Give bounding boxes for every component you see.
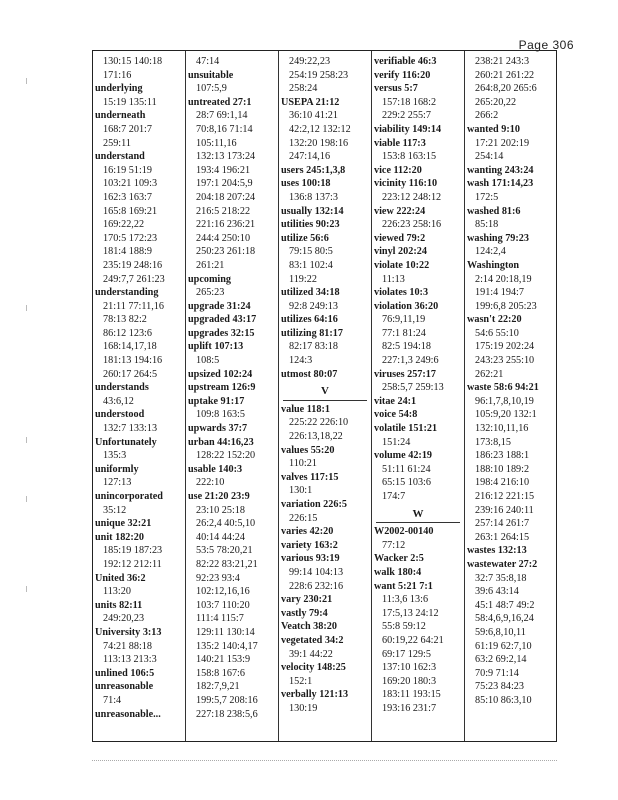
index-reference: 82:17 83:18: [289, 341, 338, 353]
index-reference: 135:2 140:4,17: [196, 640, 258, 652]
index-term: University 3:13: [95, 626, 162, 638]
index-reference: 216:5 218:22: [196, 205, 251, 217]
index-reference: 45:1 48:7 49:2: [475, 599, 535, 611]
index-reference: 35:12: [103, 504, 127, 516]
index-reference: 85:18: [475, 219, 499, 231]
index-column-3: [279, 55, 371, 737]
index-reference: 204:18 207:24: [196, 191, 256, 203]
index-reference: 260:17 264:5: [103, 368, 158, 380]
index-reference: 249:7,7 261:23: [103, 273, 165, 285]
index-reference: 265:20,22: [475, 96, 517, 108]
index-reference: 76:9,11,19: [382, 314, 426, 326]
index-reference: 185:19 187:23: [103, 545, 163, 557]
index-term: vary 230:21: [281, 594, 333, 606]
index-reference: 258:24: [289, 83, 318, 95]
index-term: underlying: [95, 83, 143, 95]
index-reference: 75:23 84:23: [475, 681, 524, 693]
index-reference: 36:10 41:21: [289, 110, 338, 122]
index-reference: 226:13,18,22: [289, 431, 343, 443]
index-reference: 157:18 168:2: [382, 96, 437, 108]
index-reference: 258:5,7 259:13: [382, 382, 444, 394]
index-reference: 239:16 240:11: [475, 504, 534, 516]
index-reference: 39:1 44:22: [289, 648, 333, 660]
index-term: variation 226:5: [281, 499, 347, 510]
index-reference: 264:8,20 265:6: [475, 83, 537, 95]
index-column-5: [465, 55, 557, 737]
index-term: upsized 102:24: [188, 368, 253, 380]
index-reference: 175:19 202:24: [475, 341, 535, 353]
index-reference: 92:23 93:4: [196, 572, 240, 584]
index-reference: 124:3: [289, 355, 313, 367]
index-reference: 130:19: [289, 702, 318, 714]
index-term: wash 171:14,23: [467, 178, 534, 190]
index-reference: 235:19 248:16: [103, 259, 163, 271]
index-reference: 127:13: [103, 477, 132, 489]
index-reference: 238:21 243:3: [475, 56, 530, 67]
index-term: units 82:11: [95, 599, 143, 611]
index-term: uniformly: [95, 463, 139, 475]
index-reference: 265:23: [196, 287, 225, 299]
index-term: uplift 107:13: [188, 341, 244, 353]
index-reference: 260:21 261:22: [475, 69, 535, 81]
index-reference: 263:1 264:15: [475, 531, 530, 543]
index-reference: 119:22: [289, 273, 317, 285]
index-reference: 92:8 249:13: [289, 300, 338, 312]
index-reference: 21:11 77:11,16: [103, 300, 164, 312]
index-term: vitae 24:1: [374, 395, 417, 407]
index-term: verify 116:20: [374, 69, 431, 81]
index-term: volume 42:19: [374, 450, 433, 462]
bottom-rule: [92, 760, 557, 761]
index-reference: 77:12: [382, 539, 406, 551]
index-term: vegetated 34:2: [281, 634, 344, 646]
index-term: washing 79:23: [467, 232, 529, 244]
index-term: utmost 80:07: [281, 368, 338, 380]
index-reference: 158:8 167:6: [196, 667, 245, 679]
index-reference: 261:21: [196, 259, 225, 271]
index-reference: 199:6,8 205:23: [475, 300, 537, 312]
index-term: upgraded 43:17: [188, 314, 257, 326]
index-term: wanted 9:10: [467, 123, 520, 135]
index-term: wanting 243:24: [467, 164, 534, 176]
index-reference: 65:15 103:6: [382, 477, 431, 489]
index-reference: 26:2,4 40:5,10: [196, 518, 256, 530]
index-term: understands: [95, 382, 149, 394]
index-reference: 174:7: [382, 491, 406, 502]
index-term: want 5:21 7:1: [374, 580, 433, 592]
section-letter: W: [376, 508, 460, 524]
index-reference: 132:13 173:24: [196, 151, 256, 163]
index-reference: 113:13 213:3: [103, 654, 157, 666]
index-reference: 181:13 194:16: [103, 355, 163, 367]
index-term: understand: [95, 151, 145, 163]
index-reference: 99:14 104:13: [289, 566, 344, 578]
index-term: unreasonable...: [95, 708, 161, 720]
index-column-4: [372, 55, 464, 737]
index-term: unsuitable: [188, 69, 234, 81]
index-reference: 70:8,16 71:14: [196, 123, 253, 135]
index-reference: 32:7 35:8,18: [475, 572, 527, 584]
index-term: Unfortunately: [95, 436, 157, 448]
index-term: waste 58:6 94:21: [467, 382, 539, 394]
index-term: W2002-00140: [374, 526, 434, 538]
index-reference: 249:20,23: [103, 613, 145, 625]
index-reference: 2:14 20:18,19: [475, 273, 532, 285]
index-term: violation 36:20: [374, 300, 439, 312]
index-reference: 51:11 61:24: [382, 463, 431, 475]
index-term: versus 5:7: [374, 83, 418, 95]
index-reference: 181:4 188:9: [103, 246, 152, 258]
index-term: wastes 132:13: [467, 545, 527, 557]
index-term: voice 54:8: [374, 409, 418, 421]
index-term: upstream 126:9: [188, 382, 256, 394]
index-reference: 262:21: [475, 368, 504, 380]
index-reference: 74:21 88:18: [103, 640, 152, 652]
index-reference: 58:4,6,9,16,24: [475, 613, 534, 625]
index-reference: 55:8 59:12: [382, 621, 426, 633]
index-term: understood: [95, 409, 145, 421]
index-reference: 47:14: [196, 56, 220, 67]
index-term: USEPA 21:12: [281, 96, 340, 108]
index-term: Washington: [467, 259, 520, 271]
index-reference: 82:5 194:18: [382, 341, 431, 353]
index-reference: 223:12 248:12: [382, 191, 442, 203]
index-term: volatile 151:21: [374, 423, 438, 435]
index-reference: 197:1 204:5,9: [196, 178, 253, 190]
index-term: unincorporated: [95, 491, 163, 502]
index-term: various 93:19: [281, 553, 340, 565]
index-reference: 244:4 250:10: [196, 232, 251, 244]
index-reference: 228:6 232:16: [289, 580, 344, 592]
page-number: Page 306: [518, 38, 574, 52]
index-term: Wacker 2:5: [374, 553, 424, 565]
index-reference: 168:14,17,18: [103, 341, 157, 353]
index-term: viruses 257:17: [374, 368, 436, 380]
index-reference: 110:21: [289, 458, 317, 470]
index-reference: 254:14: [475, 151, 504, 163]
index-term: violates 10:3: [374, 287, 429, 299]
index-term: usable 140:3: [188, 463, 243, 475]
index-reference: 172:5: [475, 191, 499, 203]
index-frame: [92, 50, 557, 742]
index-term: vastly 79:4: [281, 607, 328, 619]
index-reference: 105:9,20 132:1: [475, 409, 537, 421]
index-reference: 169:22,22: [103, 219, 145, 231]
index-reference: 199:5,7 208:16: [196, 694, 258, 706]
index-reference: 128:22 152:20: [196, 450, 256, 462]
index-reference: 227:18 238:5,6: [196, 708, 258, 720]
left-margin-mark: [26, 586, 27, 592]
index-reference: 229:2 255:7: [382, 110, 431, 122]
index-reference: 54:6 55:10: [475, 327, 519, 339]
index-reference: 249:22,23: [289, 56, 331, 67]
index-reference: 170:5 172:23: [103, 232, 158, 244]
index-reference: 221:16 236:21: [196, 219, 256, 231]
index-term: untreated 27:1: [188, 96, 252, 108]
index-term: underneath: [95, 110, 146, 122]
index-reference: 83:1 102:4: [289, 259, 333, 271]
index-reference: 61:19 62:7,10: [475, 640, 532, 652]
index-reference: 71:4: [103, 694, 122, 706]
index-reference: 198:4 216:10: [475, 477, 530, 489]
index-reference: 60:19,22 64:21: [382, 634, 444, 646]
index-reference: 140:21 153:9: [196, 654, 251, 666]
index-term: Veatch 38:20: [281, 621, 337, 633]
index-reference: 113:20: [103, 586, 131, 598]
index-reference: 85:10 86:3,10: [475, 694, 532, 706]
index-reference: 28:7 69:1,14: [196, 110, 248, 122]
index-reference: 96:1,7,8,10,19: [475, 395, 534, 407]
index-reference: 153:8 163:15: [382, 151, 437, 163]
index-reference: 132:20 198:16: [289, 137, 349, 149]
index-term: understanding: [95, 287, 159, 299]
index-term: velocity 148:25: [281, 662, 346, 674]
index-reference: 191:4 194:7: [475, 287, 524, 299]
index-term: upcoming: [188, 273, 232, 285]
index-reference: 86:12 123:6: [103, 327, 152, 339]
index-term: upgrades 32:15: [188, 327, 255, 339]
index-reference: 266:2: [475, 110, 499, 122]
index-term: verifiable 46:3: [374, 56, 437, 67]
index-reference: 103:7 110:20: [196, 599, 250, 611]
index-reference: 59:6,8,10,11: [475, 626, 526, 638]
index-term: unique 32:21: [95, 518, 152, 530]
index-reference: 227:1,3 249:6: [382, 355, 439, 367]
index-reference: 186:23 188:1: [475, 450, 530, 462]
index-term: United 36:2: [95, 572, 146, 584]
index-term: viable 117:3: [374, 137, 426, 149]
left-margin-mark: [26, 437, 27, 443]
index-reference: 168:7 201:7: [103, 123, 152, 135]
index-reference: 103:21 109:3: [103, 178, 158, 190]
index-reference: 132:10,11,16: [475, 423, 529, 435]
index-reference: 129:11 130:14: [196, 626, 255, 638]
index-term: violate 10:22: [374, 259, 430, 271]
index-reference: 53:5 78:20,21: [196, 545, 253, 557]
index-reference: 43:6,12: [103, 395, 134, 407]
index-reference: 137:10 162:3: [382, 662, 437, 674]
index-reference: 82:22 83:21,21: [196, 558, 258, 570]
index-term: users 245:1,3,8: [281, 164, 346, 176]
index-reference: 243:23 255:10: [475, 355, 535, 367]
index-term: utilities 90:23: [281, 219, 340, 231]
index-reference: 165:8 169:21: [103, 205, 158, 217]
index-reference: 254:19 258:23: [289, 69, 349, 81]
index-reference: 111:4 115:7: [196, 613, 244, 625]
section-letter: V: [283, 385, 367, 401]
index-term: uses 100:18: [281, 178, 331, 190]
index-reference: 70:9 71:14: [475, 667, 519, 679]
index-term: view 222:24: [374, 205, 426, 217]
index-reference: 69:17 129:5: [382, 648, 431, 660]
index-term: utilize 56:6: [281, 232, 329, 244]
index-reference: 151:24: [382, 436, 411, 448]
index-term: usually 132:14: [281, 205, 344, 217]
index-reference: 192:12 212:11: [103, 558, 162, 570]
index-term: vinyl 202:24: [374, 246, 427, 258]
index-term: washed 81:6: [467, 205, 521, 217]
index-reference: 108:5: [196, 355, 220, 367]
index-reference: 105:11,16: [196, 137, 237, 149]
index-term: valves 117:15: [281, 471, 339, 483]
index-reference: 17:21 202:19: [475, 137, 530, 149]
index-reference: 39:6 43:14: [475, 586, 519, 598]
index-term: use 21:20 23:9: [188, 491, 250, 502]
index-reference: 42:2,12 132:12: [289, 123, 351, 135]
index-reference: 222:10: [196, 477, 225, 489]
index-reference: 183:11 193:15: [382, 689, 441, 701]
index-term: unlined 106:5: [95, 667, 155, 679]
index-term: values 55:20: [281, 444, 335, 456]
index-reference: 130:15 140:18: [103, 56, 163, 67]
index-term: unreasonable: [95, 681, 154, 693]
index-reference: 78:13 82:2: [103, 314, 147, 326]
index-reference: 16:19 51:19: [103, 164, 152, 176]
index-reference: 17:5,13 24:12: [382, 607, 439, 619]
index-term: upgrade 31:24: [188, 300, 251, 312]
index-reference: 226:15: [289, 512, 318, 524]
index-term: value 118:1: [281, 403, 330, 415]
index-term: urban 44:16,23: [188, 436, 254, 448]
index-reference: 250:23 261:18: [196, 246, 256, 258]
index-term: viability 149:14: [374, 123, 442, 135]
index-reference: 132:7 133:13: [103, 423, 158, 435]
index-reference: 173:8,15: [475, 436, 511, 448]
index-reference: 23:10 25:18: [196, 504, 245, 516]
index-reference: 216:12 221:15: [475, 491, 535, 502]
index-term: wasn't 22:20: [467, 314, 522, 326]
index-reference: 124:2,4: [475, 246, 506, 258]
index-reference: 107:5,9: [196, 83, 227, 95]
index-term: utilizing 81:17: [281, 327, 343, 339]
index-reference: 79:15 80:5: [289, 246, 333, 258]
index-reference: 225:22 226:10: [289, 417, 349, 429]
index-column-1: [93, 55, 185, 737]
index-reference: 77:1 81:24: [382, 327, 426, 339]
index-reference: 135:3: [103, 450, 127, 462]
index-reference: 259:11: [103, 137, 131, 149]
index-reference: 11:13: [382, 273, 405, 285]
index-term: uptake 91:17: [188, 395, 245, 407]
index-reference: 226:23 258:16: [382, 219, 442, 231]
index-reference: 171:16: [103, 69, 132, 81]
index-term: vicinity 116:10: [374, 178, 438, 190]
index-reference: 109:8 163:5: [196, 409, 245, 421]
index-column-2: [186, 55, 278, 737]
index-term: viewed 79:2: [374, 232, 426, 244]
left-margin-mark: [26, 78, 27, 84]
index-term: wastewater 27:2: [467, 558, 538, 570]
index-reference: 11:3,6 13:6: [382, 594, 429, 606]
index-term: varies 42:20: [281, 526, 334, 538]
index-reference: 193:4 196:21: [196, 164, 251, 176]
index-reference: 162:3 163:7: [103, 191, 152, 203]
index-reference: 40:14 44:24: [196, 531, 245, 543]
index-reference: 152:1: [289, 675, 313, 687]
index-reference: 182:7,9,21: [196, 681, 240, 693]
index-reference: 188:10 189:2: [475, 463, 530, 475]
index-term: utilizes 64:16: [281, 314, 338, 326]
index-reference: 63:2 69:2,14: [475, 654, 527, 666]
index-term: utilized 34:18: [281, 287, 340, 299]
index-reference: 136:8 137:3: [289, 191, 338, 203]
index-term: verbally 121:13: [281, 689, 349, 701]
index-reference: 15:19 135:11: [103, 96, 157, 108]
index-term: walk 180:4: [374, 566, 422, 578]
index-term: variety 163:2: [281, 539, 338, 551]
left-margin-mark: [26, 496, 27, 502]
index-reference: 169:20 180:3: [382, 675, 437, 687]
index-reference: 130:1: [289, 485, 313, 497]
index-term: unit 182:20: [95, 531, 144, 543]
index-reference: 193:16 231:7: [382, 702, 437, 714]
index-reference: 257:14 261:7: [475, 518, 530, 530]
index-term: vice 112:20: [374, 164, 422, 176]
index-reference: 247:14,16: [289, 151, 331, 163]
index-reference: 102:12,16,16: [196, 586, 250, 598]
index-term: upwards 37:7: [188, 423, 248, 435]
left-margin-mark: [26, 305, 27, 311]
